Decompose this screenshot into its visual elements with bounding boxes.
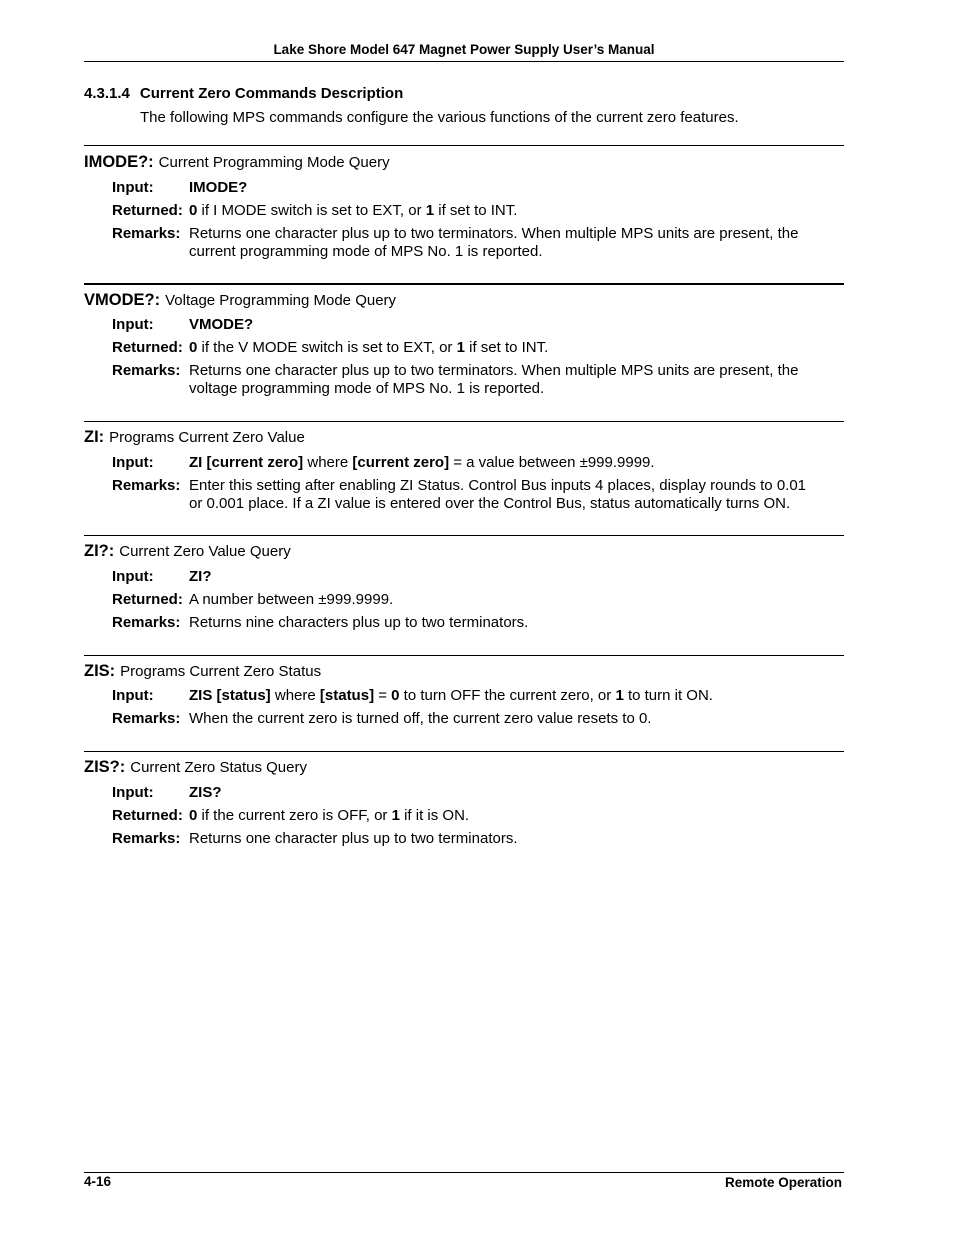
returned-value: 0 if the V MODE switch is set to EXT, or 1 if set to INT. (189, 339, 549, 356)
input-row (112, 687, 842, 705)
returned-value: A number between ±999.9999. (189, 591, 394, 608)
divider (84, 421, 844, 422)
input-label: Input: (112, 568, 154, 585)
command-description: Current Programming Mode Query (158, 154, 390, 171)
command-heading-imode-query (84, 153, 390, 172)
input-label: Input: (112, 316, 154, 333)
remarks-value: Returns one character plus up to two terminators. When multiple MPS units are present, the current programming mode of MPS No. 1 is reported. (189, 225, 799, 260)
remarks-value: Returns one character plus up to two terminators. When multiple MPS units are present, the voltage programming mode of MPS No. 1 is reported. (189, 362, 799, 397)
returned-label: Returned: (112, 591, 183, 608)
divider (84, 535, 844, 536)
remarks-label: Remarks: (112, 830, 181, 847)
remarks-value: When the current zero is turned off, the current zero value resets to 0. (189, 710, 652, 727)
remarks-value: Returns nine characters plus up to two terminators. (189, 614, 529, 631)
command-name: VMODE?: (84, 291, 161, 309)
input-label: Input: (112, 454, 154, 471)
returned-row (112, 339, 842, 357)
remarks-row (112, 477, 842, 513)
returned-value: 0 if I MODE switch is set to EXT, or 1 if set to INT. (189, 202, 518, 219)
command-name: ZI?: (84, 542, 115, 560)
input-row (112, 316, 842, 334)
command-heading-vmode-query (84, 291, 396, 310)
returned-row (112, 591, 842, 609)
input-value: ZI? (189, 568, 212, 585)
input-label: Input: (112, 784, 154, 801)
returned-row (112, 807, 842, 825)
input-value: ZI [current zero] where [current zero] = a value between ±999.9999. (189, 454, 655, 471)
returned-value: 0 if the current zero is OFF, or 1 if it is ON. (189, 807, 470, 824)
command-name: ZI: (84, 428, 105, 446)
command-heading-zis (84, 662, 321, 681)
returned-label: Returned: (112, 339, 183, 356)
input-value: IMODE? (189, 179, 248, 196)
remarks-label: Remarks: (112, 477, 181, 494)
section-intro: The following MPS commands configure the various functions of the current zero features. (140, 109, 739, 126)
remarks-label: Remarks: (112, 710, 181, 727)
command-name: IMODE?: (84, 153, 154, 171)
divider (84, 145, 844, 146)
remarks-label: Remarks: (112, 225, 181, 242)
header-rule (84, 61, 844, 62)
input-row (112, 454, 842, 472)
footer-rule (84, 1172, 844, 1173)
remarks-value: Enter this setting after enabling ZI Status. Control Bus inputs 4 places, display rounds to 0.01 or 0.001 place. If a ZI value is entered over the Control Bus, status automatically turns ON. (189, 477, 807, 512)
remarks-row (112, 362, 842, 398)
input-label: Input: (112, 687, 154, 704)
remarks-row (112, 614, 842, 632)
returned-label: Returned: (112, 807, 183, 824)
command-description: Voltage Programming Mode Query (165, 292, 397, 309)
input-value: ZIS? (189, 784, 222, 801)
chapter-title: Remote Operation (724, 1175, 842, 1190)
input-value: VMODE? (189, 316, 254, 333)
remarks-label: Remarks: (112, 614, 181, 631)
input-value: ZIS [status] where [status] = 0 to turn OFF the current zero, or 1 to turn it ON. (189, 687, 713, 704)
remarks-row (112, 710, 842, 728)
remarks-label: Remarks: (112, 362, 181, 379)
section-heading (84, 85, 403, 102)
divider (84, 655, 844, 656)
command-description: Programs Current Zero Status (120, 663, 322, 680)
page-number: 4-16 (84, 1174, 112, 1189)
page-header-title: Lake Shore Model 647 Magnet Power Supply User’s Manual (273, 42, 655, 57)
input-row (112, 568, 842, 586)
command-description: Programs Current Zero Value (109, 429, 305, 446)
command-name: ZIS: (84, 662, 116, 680)
command-heading-zi-query (84, 542, 291, 561)
section-number: 4.3.1.4 (84, 85, 130, 102)
command-description: Current Zero Value Query (119, 543, 291, 560)
returned-row (112, 202, 842, 220)
divider (84, 283, 844, 285)
remarks-value: Returns one character plus up to two terminators. (189, 830, 518, 847)
section-title: Current Zero Commands Description (139, 85, 404, 102)
remarks-row (112, 225, 842, 261)
returned-label: Returned: (112, 202, 183, 219)
command-name: ZIS?: (84, 758, 126, 776)
command-description: Current Zero Status Query (130, 759, 307, 776)
command-heading-zis-query (84, 758, 307, 777)
input-row (112, 784, 842, 802)
remarks-row (112, 830, 842, 848)
input-label: Input: (112, 179, 154, 196)
command-heading-zi (84, 428, 305, 447)
divider (84, 751, 844, 752)
input-row (112, 179, 842, 197)
